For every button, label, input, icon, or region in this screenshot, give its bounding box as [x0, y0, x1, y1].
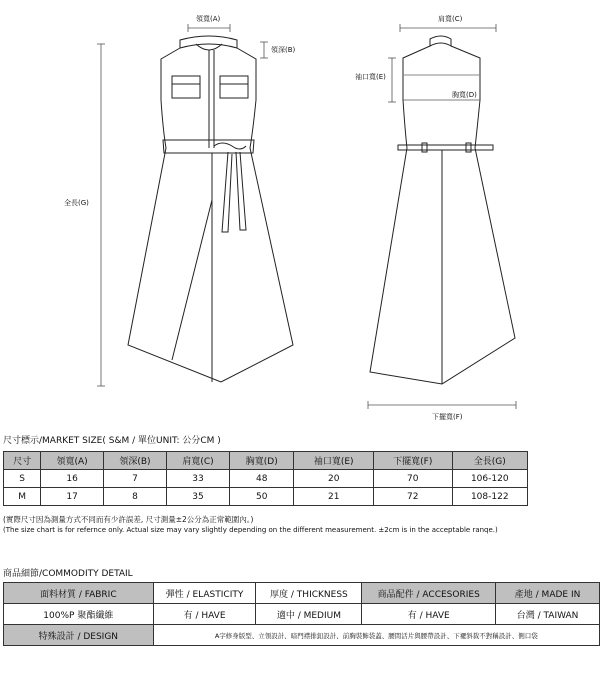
fabric-header: 面料材質 / FABRIC: [4, 583, 154, 604]
header-cell: 領寬(A): [41, 452, 104, 470]
table-cell: 35: [166, 488, 229, 506]
accessories-header: 商品配件 / ACCESORIES: [362, 583, 496, 604]
fabric-value: 100%P 聚酯纖維: [4, 604, 154, 625]
table-cell: 70: [373, 470, 452, 488]
back-collar: [430, 36, 451, 46]
table-cell: 106-120: [452, 470, 528, 488]
size-note-zh: (實際尺寸因為測量方式不同而有少許誤差, 尺寸測量±2公分為正常範圍內。): [3, 515, 254, 524]
header-cell: 袖口寬(E): [294, 452, 374, 470]
made-in-value: 台灣 / TAIWAN: [496, 604, 600, 625]
hem-width-label: 下擺寬(F): [432, 413, 463, 421]
size-section-title: 尺寸標示/MARKET SIZE( S&M / 單位UNIT: 公分CM ): [3, 436, 221, 446]
front-dress-outline: [128, 46, 296, 382]
front-collar: [180, 36, 237, 48]
table-cell: S: [4, 470, 41, 488]
header-cell: 領深(B): [104, 452, 167, 470]
design-value: A字修身版型、立領設計、暗門襟排釦設計、前胸裝飾袋蓋、腰間活片與腰帶設計、下襬斜裁不對稱設計、側口袋: [153, 625, 599, 646]
elasticity-value: 有 / HAVE: [153, 604, 256, 625]
total-length-label: 全長(G): [64, 199, 89, 207]
table-cell: 16: [41, 470, 104, 488]
table-cell: 108-122: [452, 488, 528, 506]
header-cell: 尺寸: [4, 452, 41, 470]
collar-depth-label: 領深(B): [271, 46, 296, 54]
front-view-diagram: [0, 0, 300, 415]
cuff-width-label: 袖口寬(E): [355, 73, 386, 81]
table-cell: M: [4, 488, 41, 506]
header-cell: 全長(G): [452, 452, 528, 470]
table-cell: 48: [230, 470, 294, 488]
detail-value-row: [4, 604, 600, 625]
thickness-header: 厚度 / THICKNESS: [256, 583, 362, 604]
header-cell: 肩寬(C): [166, 452, 229, 470]
table-cell: 7: [104, 470, 167, 488]
elasticity-header: 彈性 / ELASTICITY: [153, 583, 256, 604]
back-view-diagram: [300, 0, 600, 430]
table-cell: 50: [230, 488, 294, 506]
header-cell: 下擺寬(F): [373, 452, 452, 470]
header-cell: 胸寬(D): [230, 452, 294, 470]
accessories-value: 有 / HAVE: [362, 604, 496, 625]
detail-table: [3, 582, 600, 646]
table-cell: 8: [104, 488, 167, 506]
detail-header-row: [4, 583, 600, 604]
table-cell: 72: [373, 488, 452, 506]
detail-section-title: 商品細節/COMMODITY DETAIL: [3, 569, 133, 579]
shoulder-width-label: 肩寬(C): [438, 15, 463, 23]
table-row: [4, 488, 528, 506]
size-table-header: [4, 452, 528, 470]
design-header: 特殊設計 / DESIGN: [4, 625, 154, 646]
chest-width-label: 胸寬(D): [452, 91, 477, 99]
table-cell: 21: [294, 488, 374, 506]
table-row: [4, 470, 528, 488]
table-cell: 20: [294, 470, 374, 488]
size-table: [3, 451, 528, 506]
detail-design-row: [4, 625, 600, 646]
table-cell: 33: [166, 470, 229, 488]
collar-width-label: 領寬(A): [196, 15, 221, 23]
size-note-en: (The size chart is for refernce only. Actual size may vary slightly depending on the different measurement. ±2cm is in the acceptable ranqe.): [3, 526, 498, 534]
made-in-header: 產地 / MADE IN: [496, 583, 600, 604]
table-cell: 17: [41, 488, 104, 506]
thickness-value: 適中 / MEDIUM: [256, 604, 362, 625]
